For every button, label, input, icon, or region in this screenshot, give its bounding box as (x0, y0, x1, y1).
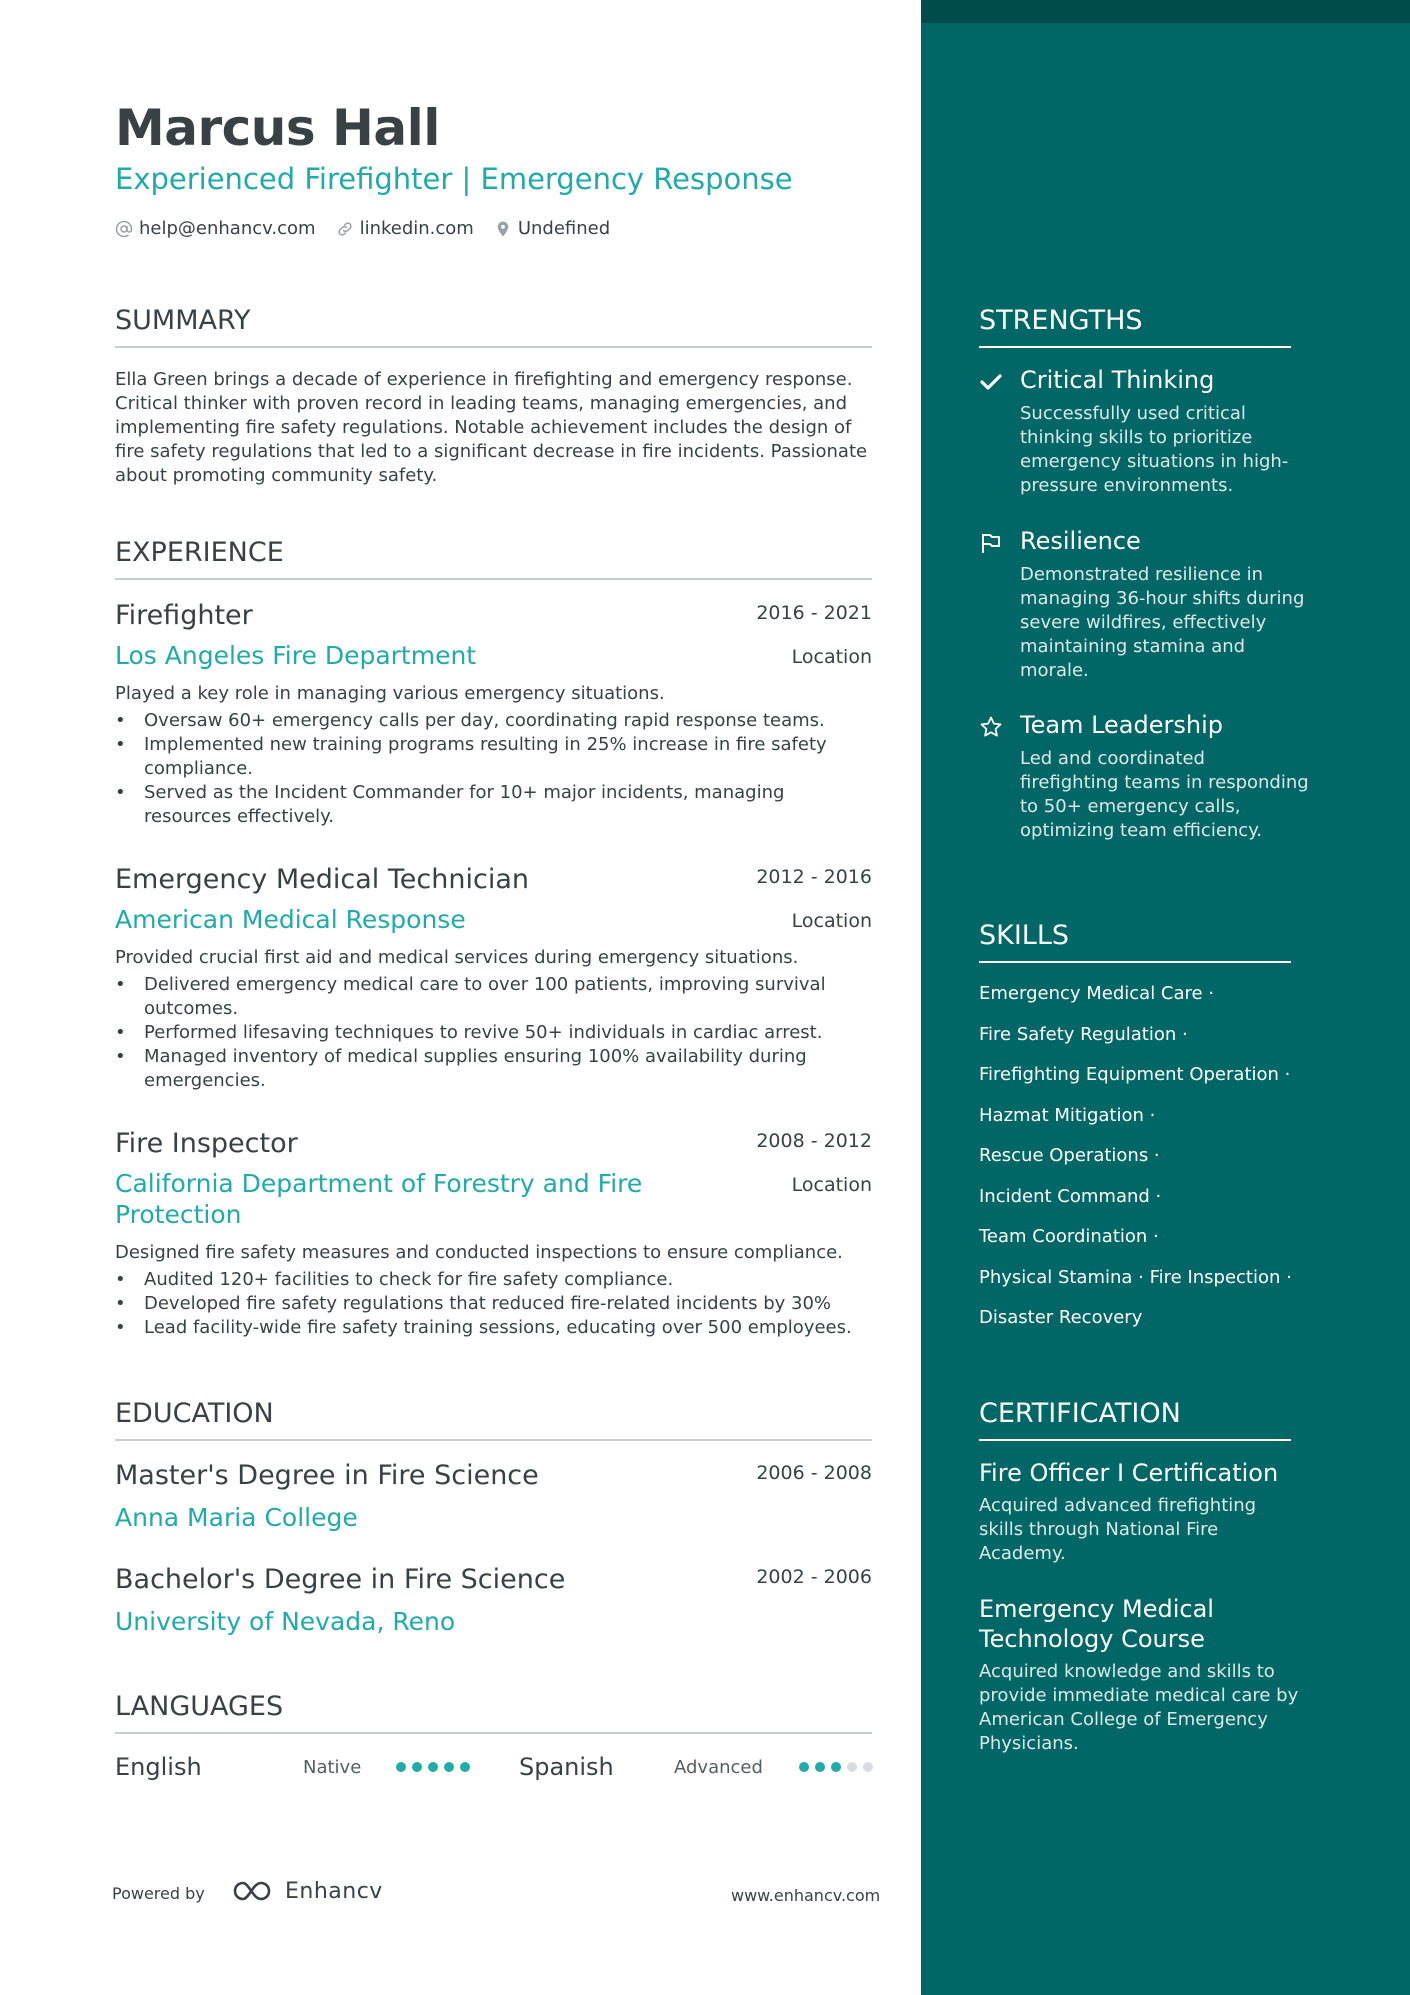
contact-linkedin-text: linkedin.com (359, 218, 474, 239)
education-heading: EDUCATION (115, 1398, 872, 1441)
language-rating (396, 1762, 476, 1772)
job-description: Designed fire safety measures and conducted inspections to ensure compliance. (115, 1242, 843, 1263)
job-company: California Department of Forestry and Fire Protection (115, 1169, 643, 1229)
rating-dot-empty (847, 1762, 857, 1772)
skill-row: Firefighting Equipment Operation · (979, 1064, 1291, 1085)
job-dates: 2012 - 2016 (756, 866, 872, 888)
rating-dot-filled (831, 1762, 841, 1772)
job-bullet: • Performed lifesaving techniques to revive 50+ individuals in cardiac arrest. (115, 1021, 872, 1045)
certification-title: Emergency Medical Technology Course (979, 1595, 1214, 1653)
sidebar-top-bar (921, 0, 1410, 23)
language-entry (519, 1753, 614, 1781)
star-icon (979, 715, 1003, 739)
skill-row: Incident Command · (979, 1185, 1162, 1207)
language-level: Native (303, 1757, 362, 1778)
job-bullet: • Oversaw 60+ emergency calls per day, coordinating rapid response teams. (115, 709, 872, 733)
job-bullet: • Implemented new training programs resulting in 25% increase in fire safety compliance. (115, 733, 872, 781)
rating-dot-filled (412, 1762, 422, 1772)
job-description: Played a key role in managing various emergency situations. (115, 683, 665, 704)
rating-dot-empty (863, 1762, 873, 1772)
footer-powered-by: Powered by (112, 1884, 205, 1903)
strength-title: Team Leadership (1020, 711, 1223, 739)
strength-description: Demonstrated resilience in managing 36-hour shifts during severe wildfires, effectively maintaining stamina and morale. (1020, 564, 1305, 681)
job-title: Emergency Medical Technician (115, 864, 529, 895)
education-school: Anna Maria College (115, 1503, 358, 1532)
candidate-name: Marcus Hall (115, 99, 440, 157)
education-degree: Bachelor's Degree in Fire Science (115, 1564, 566, 1595)
certification-description: Acquired knowledge and skills to provide immediate medical care by American College of Emergency Physicians. (979, 1661, 1299, 1754)
job-location: Location (791, 1174, 872, 1196)
language-name: English (115, 1753, 202, 1781)
summary-heading: SUMMARY (115, 305, 872, 348)
strength-title: Resilience (1020, 527, 1141, 555)
skill-row: Disaster Recovery (979, 1307, 1143, 1328)
education-school: University of Nevada, Reno (115, 1607, 456, 1636)
strength-item (979, 711, 1309, 843)
skill-row: Rescue Operations · (979, 1145, 1160, 1166)
skill-row: Hazmat Mitigation · (979, 1104, 1156, 1126)
skill-row: Team Coordination · (979, 1226, 1159, 1247)
skills-heading: SKILLS (979, 920, 1291, 963)
strength-title: Critical Thinking (1020, 366, 1215, 394)
experience-entry (115, 1128, 872, 1340)
enhancv-logo-icon (231, 1878, 277, 1904)
job-dates: 2008 - 2012 (756, 1130, 872, 1152)
rating-dot-filled (799, 1762, 809, 1772)
rating-dot-filled (428, 1762, 438, 1772)
job-title: Fire Inspector (115, 1128, 298, 1159)
experience-heading: EXPERIENCE (115, 537, 872, 580)
job-description: Provided crucial first aid and medical services during emergency situations. (115, 947, 799, 968)
rating-dot-filled (444, 1762, 454, 1772)
job-bullets (115, 709, 872, 829)
job-bullets (115, 973, 872, 1093)
job-title: Firefighter (115, 600, 253, 631)
rating-dot-filled (460, 1762, 470, 1772)
certification-title: Fire Officer I Certification (979, 1459, 1279, 1487)
language-rating (799, 1762, 879, 1772)
job-bullet: • Delivered emergency medical care to over 100 patients, improving survival outcomes. (115, 973, 872, 1021)
rating-dot-filled (396, 1762, 406, 1772)
job-company: Los Angeles Fire Department (115, 641, 477, 670)
strength-item (979, 366, 1309, 498)
strength-description: Successfully used critical thinking skills to prioritize emergency situations in high-pressure environments. (1020, 403, 1289, 496)
education-entry (115, 1564, 872, 1636)
education-dates: 2002 - 2006 (756, 1566, 872, 1588)
contact-location (494, 218, 610, 239)
experience-entry (115, 600, 872, 829)
job-bullet: • Audited 120+ facilities to check for fire safety compliance. (115, 1268, 872, 1292)
certification-item (979, 1594, 1299, 1756)
job-bullet: • Served as the Incident Commander for 10+ major incidents, managing resources effectively. (115, 781, 872, 829)
link-icon (336, 220, 354, 238)
location-pin-icon (494, 220, 512, 238)
checkmark-icon (979, 370, 1003, 394)
languages-heading: LANGUAGES (115, 1691, 872, 1734)
job-bullet: • Lead facility-wide fire safety training sessions, educating over 500 employees. (115, 1316, 872, 1340)
contact-location-text: Undefined (517, 218, 611, 239)
education-dates: 2006 - 2008 (756, 1462, 872, 1484)
skills-list (979, 982, 1319, 1347)
rating-dot-filled (815, 1762, 825, 1772)
job-location: Location (791, 646, 872, 668)
contact-email[interactable] (115, 218, 316, 239)
flag-icon (979, 531, 1003, 555)
job-company: American Medical Response (115, 905, 466, 934)
enhancv-logo[interactable] (231, 1878, 383, 1904)
contact-email-text: help@enhancv.com (139, 218, 316, 239)
summary-text: Ella Green brings a decade of experience in firefighting and emergency response. Critical thinker with proven record in leading teams, managing emergencies, and implementing fire safety regulations. Notable achievement includes the design of fire safety regulations that led to a significant decrease in fire incidents. Passionate about promoting community safety. (115, 369, 868, 486)
education-degree: Master's Degree in Fire Science (115, 1460, 539, 1491)
job-bullet: • Managed inventory of medical supplies ensuring 100% availability during emergencies. (115, 1045, 872, 1093)
candidate-headline: Experienced Firefighter | Emergency Response (115, 162, 793, 196)
skill-row: Physical Stamina · Fire Inspection · (979, 1266, 1292, 1288)
contact-bar (115, 218, 630, 239)
language-entry (115, 1753, 202, 1781)
job-bullet: • Developed fire safety regulations that reduced fire-related incidents by 30% (115, 1292, 872, 1316)
job-dates: 2016 - 2021 (756, 602, 872, 624)
language-name: Spanish (519, 1753, 614, 1781)
contact-linkedin[interactable] (336, 218, 474, 239)
enhancv-logo-text: Enhancv (285, 1878, 383, 1904)
sidebar (921, 0, 1410, 1995)
language-level: Advanced (674, 1757, 763, 1778)
skill-row: Fire Safety Regulation · (979, 1023, 1188, 1045)
job-bullets (115, 1268, 872, 1340)
footer-url[interactable]: www.enhancv.com (731, 1886, 881, 1905)
skill-row: Emergency Medical Care · (979, 983, 1215, 1004)
certification-heading: CERTIFICATION (979, 1398, 1291, 1441)
experience-entry (115, 864, 872, 1093)
strength-description: Led and coordinated firefighting teams in responding to 50+ emergency calls, optimizing team efficiency. (1020, 748, 1309, 841)
strengths-heading: STRENGTHS (979, 305, 1291, 348)
strength-item (979, 527, 1309, 683)
education-entry (115, 1460, 872, 1532)
certification-description: Acquired advanced firefighting skills through National Fire Academy. (979, 1495, 1257, 1564)
job-location: Location (791, 910, 872, 932)
certification-item (979, 1458, 1299, 1566)
at-icon (115, 220, 133, 238)
